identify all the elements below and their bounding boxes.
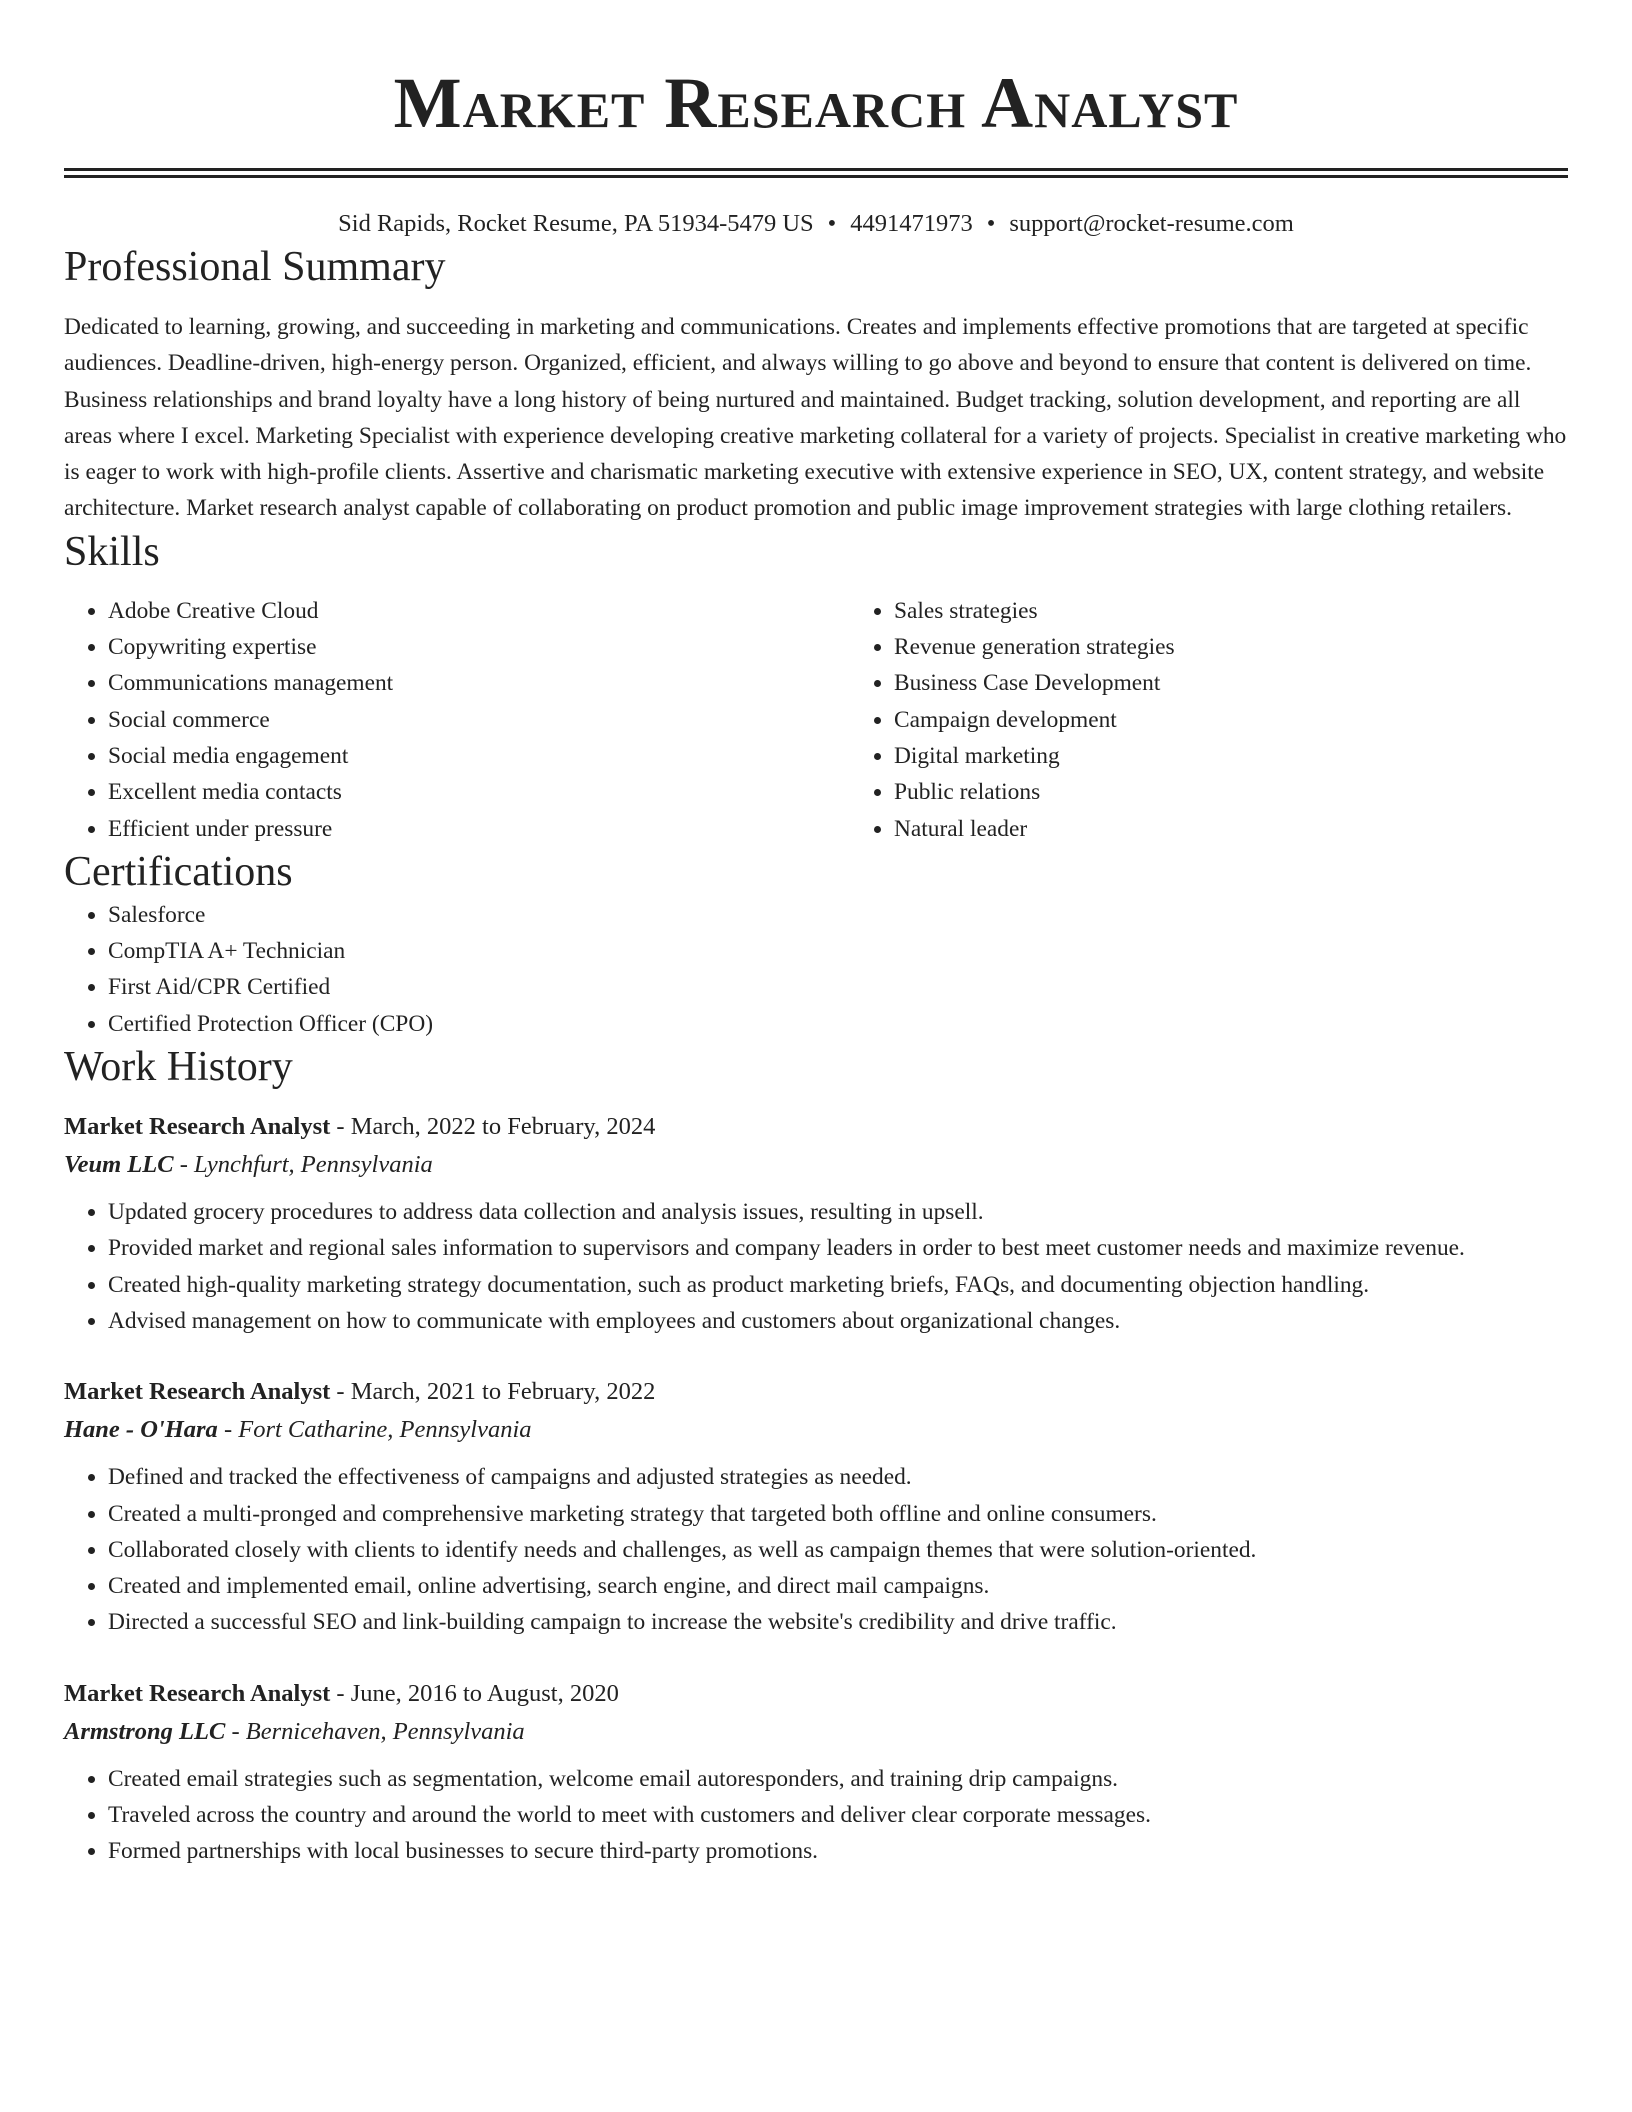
job-dates: March, 2021 to February, 2022 <box>350 1378 656 1406</box>
job-location: Bernicehaven, Pennsylvania <box>245 1717 525 1745</box>
certifications-heading: Certifications <box>64 848 293 895</box>
job-duty: • Defined and tracked the effectiveness of campaigns and adjusted strategies as needed. <box>108 1459 1568 1495</box>
skill-item: • Communications management <box>108 665 850 701</box>
job-duties-list <box>64 1194 1568 1339</box>
skill-item: • Social commerce <box>108 702 850 738</box>
contact-phone: 4491471973 <box>850 210 973 237</box>
skill-item: • Business Case Development <box>894 665 1632 701</box>
skill-item: • Efficient under pressure <box>108 811 850 847</box>
job-company: Hane - O'Hara <box>64 1416 218 1444</box>
job-duty: • Collaborated closely with clients to identify needs and challenges, as well as campaign themes that were solution-oriented. <box>108 1532 1568 1568</box>
skills-list-right <box>850 593 1632 847</box>
skill-item: • Revenue generation strategies <box>894 629 1632 665</box>
skills-heading: Skills <box>64 528 160 575</box>
job-separator: - <box>173 1151 195 1179</box>
skill-item: • Public relations <box>894 774 1632 810</box>
job-duty: • Formed partnerships with local businesses to secure third-party promotions. <box>108 1833 1568 1869</box>
skill-item: • Campaign development <box>894 702 1632 738</box>
certifications-list <box>64 897 1568 1042</box>
certification-item: • CompTIA A+ Technician <box>108 933 1568 969</box>
job-company: Veum LLC <box>64 1151 174 1179</box>
job-separator: - <box>330 1113 351 1141</box>
job-entry <box>64 1108 1568 1339</box>
job-duties-list <box>64 1459 1568 1640</box>
job-dates: June, 2016 to August, 2020 <box>350 1679 619 1707</box>
job-duty: • Traveled across the country and around the world to meet with customers and deliver clear corporate messages. <box>108 1797 1568 1833</box>
page-title: Market Research Analyst <box>393 63 1239 143</box>
job-company-line <box>64 1411 1568 1449</box>
job-title: Market Research Analyst <box>64 1378 331 1406</box>
contact-email: support@rocket-resume.com <box>1009 210 1294 237</box>
skill-item: • Copywriting expertise <box>108 629 850 665</box>
job-title: Market Research Analyst <box>64 1113 331 1141</box>
summary-heading: Professional Summary <box>64 244 446 290</box>
skill-item: • Adobe Creative Cloud <box>108 593 850 629</box>
summary-text: Dedicated to learning, growing, and succeeding in marketing and communications. Creates and implements effective promotions that are targeted at specific audiences. Deadline-driven, high-energy person. Organized, efficient, and always willing to go above and beyond to ensure that content is delivered on time. Business relationships and brand loyalty have a long history of being nurtured and maintained. Budget tracking, solution development, and reporting are all areas where I excel. Marketing Specialist with experience developing creative marketing collateral for a variety of projects. Specialist in creative marketing who is eager to work with high-profile clients. Assertive and charismatic marketing executive with extensive experience in SEO, UX, content strategy, and website architecture. Market research analyst capable of collaborating on product promotion and public image improvement strategies with large clothing retailers. <box>64 314 1567 522</box>
job-separator: - <box>225 1717 246 1745</box>
job-location: Fort Catharine, Pennsylvania <box>238 1416 532 1444</box>
job-location: Lynchfurt, Pennsylvania <box>194 1151 433 1179</box>
job-title-line <box>64 1675 1568 1713</box>
job-entry <box>64 1675 1568 1870</box>
job-duty: • Created and implemented email, online advertising, search engine, and direct mail campaigns. <box>108 1568 1568 1604</box>
job-duty: • Created high-quality marketing strategy documentation, such as product marketing briefs, FAQs, and documenting objection handling. <box>108 1267 1568 1303</box>
job-duty: • Provided market and regional sales information to supervisors and company leaders in order to best meet customer needs and maximize revenue. <box>108 1230 1568 1266</box>
skill-item: • Digital marketing <box>894 738 1632 774</box>
job-title: Market Research Analyst <box>64 1679 331 1707</box>
job-separator: - <box>330 1378 351 1406</box>
job-duty: • Created email strategies such as segmentation, welcome email autoresponders, and training drip campaigns. <box>108 1761 1568 1797</box>
job-separator: - <box>330 1679 351 1707</box>
skill-item: • Natural leader <box>894 811 1632 847</box>
job-entry <box>64 1373 1568 1640</box>
job-title-line <box>64 1108 1568 1146</box>
skill-item: • Excellent media contacts <box>108 774 850 810</box>
job-company: Armstrong LLC <box>64 1717 226 1745</box>
skills-columns <box>64 593 1568 847</box>
contact-separator: • <box>827 210 837 237</box>
job-company-line <box>64 1713 1568 1751</box>
skill-item: • Social media engagement <box>108 738 850 774</box>
certification-item: • Salesforce <box>108 897 1568 933</box>
job-duties-list <box>64 1761 1568 1870</box>
job-company-line <box>64 1146 1568 1184</box>
certification-item: • First Aid/CPR Certified <box>108 969 1568 1005</box>
title-divider <box>64 168 1568 178</box>
skills-list-left <box>64 593 850 847</box>
contact-address: Sid Rapids, Rocket Resume, PA 51934-5479 US <box>338 210 814 237</box>
skill-item: • Sales strategies <box>894 593 1632 629</box>
work-history-heading: Work History <box>64 1044 293 1091</box>
certification-item: • Certified Protection Officer (CPO) <box>108 1006 1568 1042</box>
job-separator: - <box>217 1416 239 1444</box>
job-duty: • Directed a successful SEO and link-building campaign to increase the website's credibility and drive traffic. <box>108 1604 1568 1640</box>
job-title-line <box>64 1373 1568 1411</box>
contact-line <box>64 206 1568 242</box>
job-dates: March, 2022 to February, 2024 <box>350 1113 656 1141</box>
job-duty: • Created a multi-pronged and comprehensive marketing strategy that targeted both offline and online consumers. <box>108 1496 1568 1532</box>
contact-separator: • <box>986 210 996 237</box>
job-duty: • Updated grocery procedures to address data collection and analysis issues, resulting in upsell. <box>108 1194 1568 1230</box>
job-duty: • Advised management on how to communicate with employees and customers about organizational changes. <box>108 1303 1568 1339</box>
